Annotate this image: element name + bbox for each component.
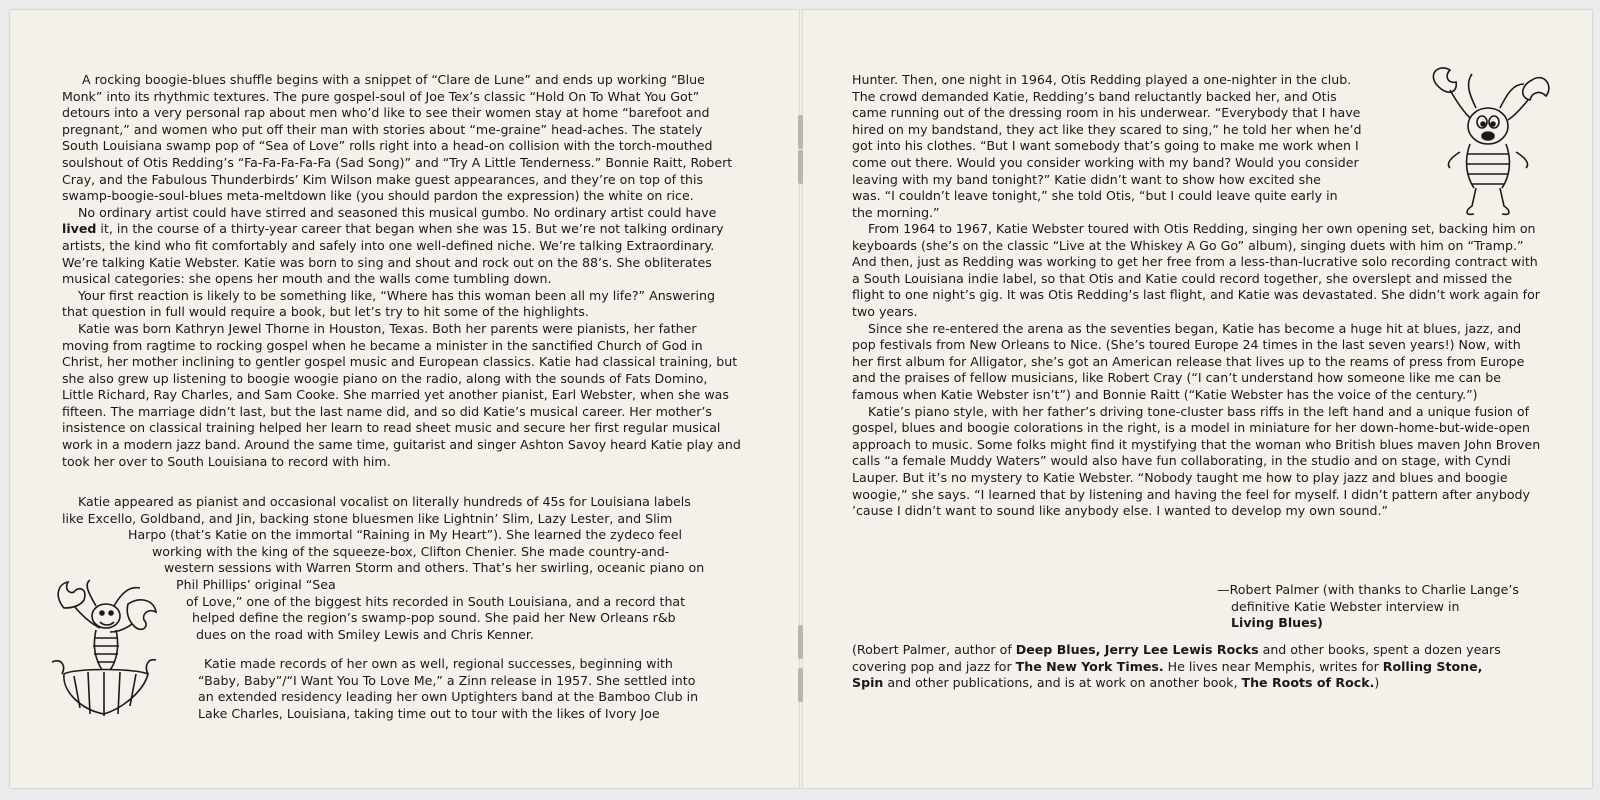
left-paragraph-5: Katie appeared as pianist and occasional vocalist on literally hundreds of 45s for Louisiana labels like Excello, Goldband, and Jin, backing stone bluesmen like Lightnin’ Slim, Lazy Lester, and Slim Harpo (that’s Katie on the immortal “Raining in My Heart”). She learned the zydeco feel working with the king of the squeeze-box, Clifton Chenier. She made country-and- western sessions with Warren Storm and others. That’s her swirling, oceanic piano on Phil Phillips’ original “Sea of Love,” one of the biggest hits recorded in South Louisiana, and a record that helped define the region’s swamp-pop sound. She paid her New Orleans r&b dues on the road with Smiley Lewis and Chris Kenner.	[62, 494, 705, 642]
left-paragraph-3: Your first reaction is likely to be something like, “Where has this woman been all my life?” Answering that question in full would require a book, but let’s try to hit some of the highlights.	[62, 287, 715, 320]
lobster-dancer-illustration	[44, 578, 174, 728]
left-paragraph-2: No ordinary artist could have stirred and seasoned this musical gumbo. No ordinary artist could have lived it, in the course of a thirty-year career that began when she was 15. But we’re not talking ordinary artists, the kind who fit comfortably and safely into one well-defined niche. We’re talking Extraordinary. We’re talking Katie Webster. Katie was born to sing and shout and rock out on the 88’s. She obliterates musical categories: she opens her mouth and the walls come tumbling down.	[62, 204, 724, 287]
left-paragraph-4: Katie was born Kathryn Jewel Thorne in Houston, Texas. Both her parents were pianists, her father moving from ragtime to rocking gospel when he became a minister in the sanctified Church of God in Christ, her mother inclining to gentler gospel music and European classics. Katie had classical training, but she also grew up listening to boogie woogie piano on the radio, along with the sounds of Fats Domino, Little Richard, Ray Charles, and Sam Cooke. She married yet another pianist, Earl Webster, when she was fifteen. The marriage didn’t last, but the last name did, and so did Katie’s musical career. Her mother’s insistence on classical training helped her learn to read sheet music and secure her first regular musical work in a modern jazz band. Around the same time, guitarist and singer Ashton Savoy heard Katie play and took her over to South Louisiana to record with him.	[62, 320, 741, 469]
staple-top-2	[798, 150, 803, 184]
right-top-paragraph: Hunter. Then, one night in 1964, Otis Redding played a one-nighter in the club. The crowd demanded Katie, Redding’s band reluctantly backed her, and Otis came running out of the dressing room in his underwear. “Everybody that I have hired on my bandstand, they act like they scared to sing,” he told her when he’d got into his clothes. “But I want somebody that’s going to make me work when I come out there. Would you consider working with my band? Would you consider leaving with my band tonight?” Katie didn’t want to show how excited she was. “I couldn’t leave tonight,” she told Otis, “but I could leave quite early in the morning.”	[852, 72, 1362, 220]
left-page-text	[62, 72, 742, 470]
author-bio: (Robert Palmer, author of Deep Blues, Jerry Lee Lewis Rocks and other books, spent a dozen years covering pop and jazz for The New York Times. He lives near Memphis, writes for Rolling Stone, Spin and other publications, and is at work on another book, The Roots of Rock.)	[852, 642, 1501, 691]
staple-bottom	[798, 625, 803, 659]
right-page-text	[852, 221, 1542, 520]
author-credit: —Robert Palmer (with thanks to Charlie Lange’s definitive Katie Webster interview in Living Blues)	[1217, 582, 1519, 631]
left-paragraph-6: Katie made records of her own as well, regional successes, beginning with “Baby, Baby”/“I Want You To Love Me,” a Zinn release in 1957. She settled into an extended residency leading her own Uptighters band at the Bamboo Club in Lake Charles, Louisiana, taking time out to tour with the likes of Ivory Joe	[198, 656, 699, 721]
left-paragraph-1: A rocking boogie-blues shuffle begins with a snippet of “Clare de Lune” and ends up working “Blue Monk” into its rhythmic textures. The pure gospel-soul of Joe Tex’s classic “Hold On To What You Got” detours into a very personal rap about men who’d like to see their women stay at home “barefoot and pregnant,” and women who put off their man with stories about “me-graine” head-aches. The stately South Louisiana swamp pop of “Sea of Love” rolls right into a head-on collision with the torch-mouthed soulshout of Otis Redding’s “Fa-Fa-Fa-Fa-Fa (Sad Song)” and “Try A Little Tenderness.” Bonnie Raitt, Robert Cray, and the Fabulous Thunderbirds’ Kim Wilson make guest appearances, and they’re on top of this swamp-boogie-soul-blues meta-meltdown like (you should pardon the expression) the white on rice.	[62, 72, 733, 204]
staple-top	[798, 115, 803, 149]
right-paragraph-2: From 1964 to 1967, Katie Webster toured with Otis Redding, singing her own opening set, backing him on keyboards (she’s on the classic “Live at the Whiskey A Go Go” album), singing duets with him on “Tramp.” And then, just as Redding was working to get her free from a less-than-lucrative solo recording contract with a South Louisiana indie label, so that Otis and Katie could record together, she overslept and missed the flight to one night’s gig. It was Otis Redding’s last flight, and Katie was devastated. She didn’t work again for two years.	[852, 221, 1540, 319]
right-paragraph-3: Since she re-entered the arena as the seventies began, Katie has become a huge hit at blues, jazz, and pop festivals from New Orleans to Nice. (She’s toured Europe 24 times in the last seven years!) Now, with her first album for Alligator, she’s got an American release that lives up to the reams of press from Europe and the praises of fellow musicians, like Robert Cray (“I can’t understand how someone like me can be famous when Katie Webster isn’t”) and Bonnie Raitt (“Katie Webster has the voice of the century.”)	[852, 320, 1525, 402]
living-blues-title: Living Blues)	[1231, 615, 1323, 631]
right-paragraph-4: Katie’s piano style, with her father’s driving tone-cluster bass riffs in the left hand and a unique fusion of gospel, blues and boogie colorations in the right, is a model in miniature for her down-home-but-wide-open approach to music. Some folks might find it mystifying that the woman who British blues maven John Broven calls “a female Muddy Waters” would also have fun collaborating, in the studio and on stage, with Cyndi Lauper. But it’s no mystery to Katie Webster. “Nobody taught me how to play jazz and blues and boogie woogie,” she says. “I learned that by listening and having the feel for myself. I didn’t pattern after anybody ’cause I didn’t want to sound like anybody else. I wanted to develop my own sound.”	[852, 403, 1541, 519]
lobster-singer-illustration	[1420, 64, 1556, 220]
staple-bottom-2	[798, 668, 803, 702]
